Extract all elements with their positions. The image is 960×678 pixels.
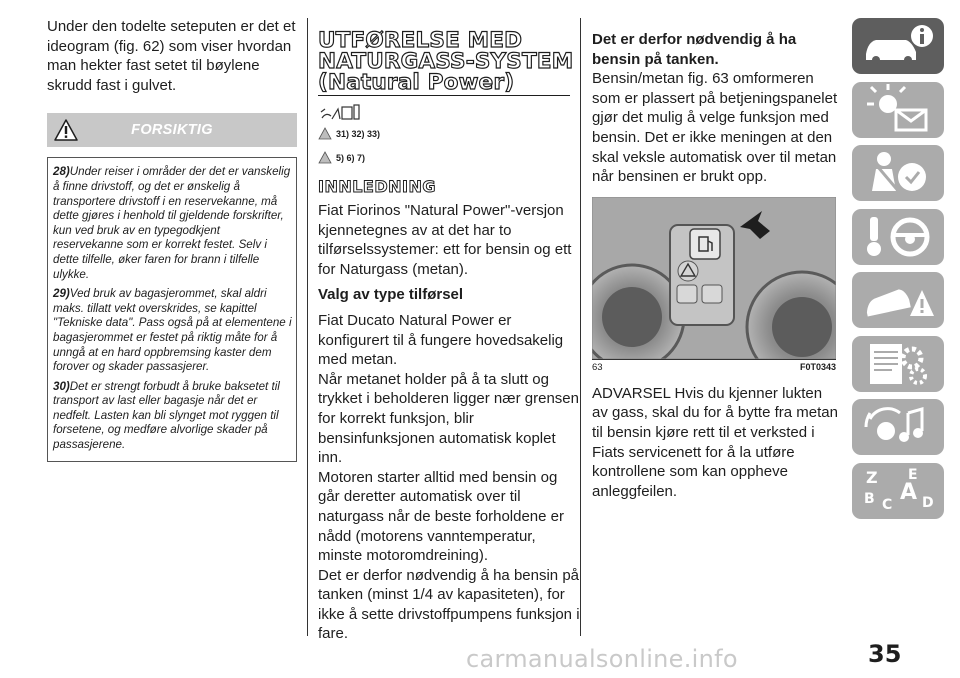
svg-text:E: E xyxy=(908,466,918,483)
tab-maintenance[interactable] xyxy=(852,336,944,392)
intro-paragraph: Under den todelte seteputen er det et ideogram (fig. 62) som viser hvordan man hekter fast setet til bøylene skrudd fast i gulvet. xyxy=(47,18,296,94)
warning-text: Ved bruk av bagasjerommet, skal aldri maks. tillatt vekt overskrides, se kapittel "Tekniske data". Pass også på at elementene i bagasjerommet er festet på riktig måte for å unngå at en hard oppbremsing kaster dem forover og skader passasjerer. xyxy=(53,287,292,374)
paragraph-heading: Valg av type tilførsel xyxy=(318,286,464,304)
subheading: INNLEDNING xyxy=(318,177,437,196)
maintenance-icon xyxy=(852,336,944,392)
page-number: 35 xyxy=(868,640,902,668)
section-heading: Det er derfor nødvendig å ha bensin på tanken. xyxy=(592,31,797,68)
tab-car-info[interactable] xyxy=(852,18,944,74)
tab-emergency[interactable] xyxy=(852,272,944,328)
title-line: NATURGASS-SYSTEM xyxy=(318,49,574,74)
tab-safety[interactable] xyxy=(852,145,944,201)
starting-driving-icon xyxy=(852,209,944,265)
right-column xyxy=(592,30,839,501)
figure-caption xyxy=(592,359,836,373)
ref-numbers: 31) 32) 33) xyxy=(336,128,381,139)
paragraph: Det er derfor nødvendig å ha bensin på tanken (minst 1/4 av kapasiteten), for ikke å sette drivstoffpumpens funksjon i fare. xyxy=(318,566,580,643)
title-underline xyxy=(318,95,570,96)
dashboard-illustration xyxy=(592,197,836,359)
warning-item xyxy=(53,380,293,453)
safety-icon xyxy=(852,145,944,201)
title-line: (Natural Power) xyxy=(318,70,515,95)
ref-row xyxy=(318,151,580,164)
ref-row xyxy=(318,127,580,140)
figure-63-dashboard-switch xyxy=(592,197,836,359)
chapter-tabs xyxy=(852,18,944,526)
svg-text:Z: Z xyxy=(866,467,878,487)
paragraph: ADVARSEL Hvis du kjenner lukten av gass, skal du for å bytte fra metan til bensin kjøre rett til et verksted i Fiats servicenett for å la utføre kontrollene som kan oppheve anleggfeilen. xyxy=(592,384,838,500)
warning-triangle-icon xyxy=(318,151,332,164)
svg-text:D: D xyxy=(922,494,934,511)
methane-fuel-icon xyxy=(318,102,364,122)
warning-lights-icon xyxy=(852,82,944,138)
warning-item xyxy=(53,165,293,282)
tab-index[interactable] xyxy=(852,463,944,519)
warning-box xyxy=(47,157,297,461)
tab-warning-lights[interactable] xyxy=(852,82,944,138)
car-info-icon xyxy=(852,18,944,74)
paragraph: Bensin/metan fig. 63 omformeren som er plassert på betjeningspanelet gjør det mulig å velge funksjon med bensin. Det er ikke meningen at den skal veksle automatisk over til metan når bensinen er brukt opp. xyxy=(592,70,838,186)
warning-text: Det er strengt forbudt å bruke baksetet til transport av last eller bagasje når det er nedfelt. Lasten kan bli slynget mot ryggen til forsetene, og medføre alvorlige skader på passasjerene. xyxy=(53,379,280,452)
left-column xyxy=(47,17,297,462)
warning-number: 29) xyxy=(53,287,70,301)
paragraph: Fiat Ducato Natural Power er konfigurert til å fungere hovedsakelig med metan. xyxy=(318,311,564,369)
tab-multimedia[interactable] xyxy=(852,399,944,455)
svg-text:C: C xyxy=(882,496,893,513)
warning-header xyxy=(47,113,297,147)
paragraph: Når metanet holder på å ta slutt og trykket i beholderen ligger nær grensen for korrekt funksjon, blir bensinfunksjonen automatisk koplet inn. xyxy=(318,370,579,467)
svg-text:B: B xyxy=(864,490,875,507)
paragraph: Motoren starter alltid med bensin og går deretter automatisk over til naturgass når de beste forholdene er nådd (motorens vanntemperatur, minste motoromdreining). xyxy=(318,468,564,565)
warning-item xyxy=(53,287,293,375)
figure-code: F0T0343 xyxy=(799,361,836,372)
warning-number: 30) xyxy=(53,379,70,393)
warning-text: Under reiser i områder der det er vanskelig å finne drivstoff, og det er ønskelig å transportere drivstoff i en reservekanne, må dette gjøres i henhold til gjeldende forskrifter, kun ved bruk av en typegodkjent reservekanne som er korrekt festet. Selv i dette tilfelle, øker faren for brann i tilfelle ulykke. xyxy=(53,165,291,281)
figure-number: 63 xyxy=(592,361,603,373)
svg-text:A: A xyxy=(900,479,918,505)
middle-column xyxy=(318,30,580,644)
paragraph: Fiat Fiorinos "Natural Power"-versjon kjennetegnes av at det har to tilførselssystemer: ett for bensin og ett for Naturgass (metan). xyxy=(318,202,572,278)
warning-title: FORSIKTIG xyxy=(131,122,213,139)
title-line: UTFØRELSE MED xyxy=(318,28,523,53)
multimedia-icon xyxy=(852,399,944,455)
warning-number: 28) xyxy=(53,165,70,179)
emergency-icon xyxy=(852,272,944,328)
column-divider xyxy=(580,18,581,636)
index-icon xyxy=(852,463,944,519)
tab-starting-driving[interactable] xyxy=(852,209,944,265)
ref-numbers: 5) 6) 7) xyxy=(336,152,366,163)
section-title xyxy=(318,30,580,93)
warning-triangle-icon xyxy=(318,127,332,140)
watermark: carmanualsonline.info xyxy=(466,645,738,673)
column-divider xyxy=(307,18,308,636)
